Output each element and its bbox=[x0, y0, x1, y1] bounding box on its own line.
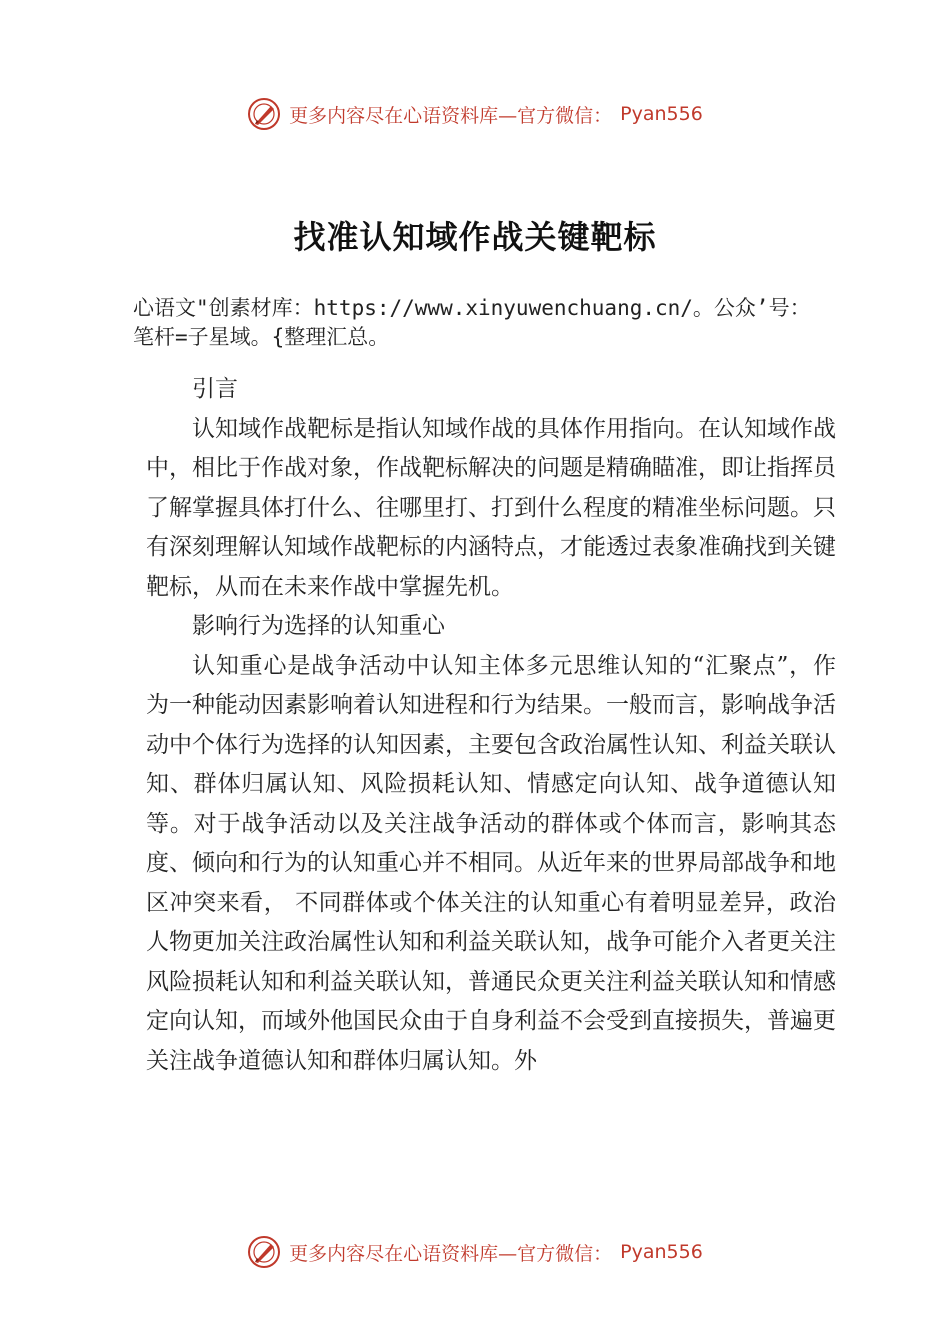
pen-logo-icon bbox=[247, 1235, 281, 1269]
header-watermark-banner bbox=[0, 94, 950, 134]
section-heading-intro: 引言 bbox=[192, 376, 238, 402]
paragraph-intro: 认知域作战靶标是指认知域作战的具体作用指向。在认知域作战中，相比于作战对象，作战靶标解决的问题是精确瞄准，即让指挥员了解掌握具体打什么、往哪里打、打到什么程度的精准坐标问题。只有深刻理解认知域作战靶标的内涵特点，才能透过表象准确找到关键靶标，从而在未来作战中掌握先机。 bbox=[146, 415, 836, 600]
source-note: 心语文"创素材库：https://www.xinyuwenchuang.cn/。公众’号：笔杆=子星域。{整理汇总。 bbox=[133, 296, 811, 349]
banner-wechat-id: Pyan556 bbox=[620, 103, 703, 125]
banner-wechat-id: Pyan556 bbox=[620, 1241, 703, 1263]
section-heading-cognitive-center: 影响行为选择的认知重心 bbox=[192, 613, 445, 639]
paragraph-cognitive-center: 认知重心是战争活动中认知主体多元思维认知的“汇聚点”，作为一种能动因素影响着认知进程和行为结果。一般而言，影响战争活动中个体行为选择的认知因素，主要包含政治属性认知、利益关联认知、群体归属认知、风险损耗认知、情感定向认知、战争道德认知等。对于战争活动以及关注战争活动的群体或个体而言，影响其态度、倾向和行为的认知重心并不相同。从近年来的世界局部战争和地区冲突来看， 不同群体或个体关注的认知重心有着明显差异，政治人物更加关注政治属性认知和利益关联认知，战争可能介入者更关注风险损耗认知和利益关联认知，普通民众更关注利益关联认知和情感定向认知，而域外他国民众由于自身利益不会受到直接损失，普遍更关注战争道德认知和群体归属认知。外 bbox=[146, 652, 836, 1074]
banner-text: 更多内容尽在心语资料库—官方微信： bbox=[289, 1242, 613, 1265]
pen-logo-icon bbox=[247, 97, 281, 131]
document-title: 找准认知域作战关键靶标 bbox=[293, 218, 657, 256]
document-body bbox=[146, 370, 836, 1081]
banner-text: 更多内容尽在心语资料库—官方微信： bbox=[289, 104, 613, 127]
footer-watermark-banner bbox=[0, 1232, 950, 1272]
